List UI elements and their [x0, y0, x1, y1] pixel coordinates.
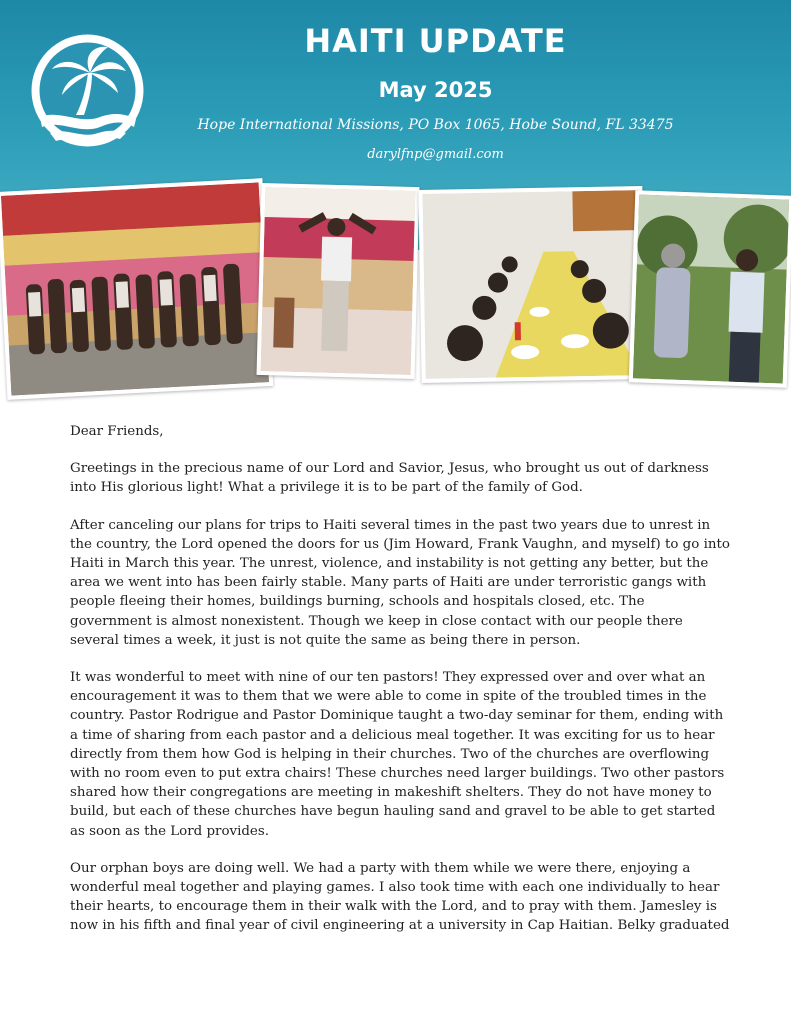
letter-paragraph-2: After canceling our plans for trips to Haiti several times in the past two years due to unrest in the country, the Lord opened the doors for us (Jim Howard, Frank Vaughn, and myself) to go into Haiti in March this year. The unrest, violence, and instability is not getting any better, but the area we went into has been fairly stable. Many parts of Haiti are under terroristic gangs with people fleeing their homes, buildings burning, schools and hospitals closed, etc. The government is almost nonexistent. Though we keep in close contact with our people there several times a week, it just is not quite the same as being there in person. — [70, 517, 730, 648]
letter-salutation: Dear Friends, — [70, 424, 164, 439]
newsletter-date: May 2025 — [378, 78, 493, 102]
photo-dinner-table — [418, 186, 645, 383]
letter-body — [70, 422, 730, 954]
newsletter-title: HAITI UPDATE — [304, 22, 567, 60]
letter-paragraph-4: Our orphan boys are doing well. We had a party with them while we were there, enjoying a wonderful meal together and playing games. I also took time with each one individually to hear their hearts, to encourage them in their walk with the Lord, and to pray with them. Jamesley is now in his fifth and final year of civil engineering at a university in Cap Haitian. Belky graduated — [70, 860, 730, 934]
photo-outdoor-prayer — [629, 190, 791, 387]
photo-preacher — [257, 183, 420, 379]
contact-email: darylfnp@gmail.com — [367, 147, 504, 162]
mission-address: Hope International Missions, PO Box 1065, Hobe Sound, FL 33475 — [197, 117, 674, 133]
letter-paragraph-1: Greetings in the precious name of our Lord and Savior, Jesus, who brought us out of darkness into His glorious light! What a privilege it is to be part of the family of God. — [70, 461, 709, 496]
letter-paragraph-3: It was wonderful to meet with nine of our ten pastors! They expressed over and over what an encouragement it was to them that we were able to come in spite of the troubled times in the country. Pastor Rodrigue and Pastor Dominique taught a two-day seminar for them, ending with a time of sharing from each pastor and a delicious meal together. It was exciting for us to hear directly from them how God is helping in their churches. Two of the churches are overflowing with no room even to put extra chairs! These churches need larger buildings. Two other pastors shared how their congregations are meeting in makeshift shelters. They do not have money to build, but each of these churches have begun hauling sand and gravel to be able to get started as soon as the Lord provides. — [70, 670, 725, 839]
photo-pastors-group — [0, 178, 273, 400]
